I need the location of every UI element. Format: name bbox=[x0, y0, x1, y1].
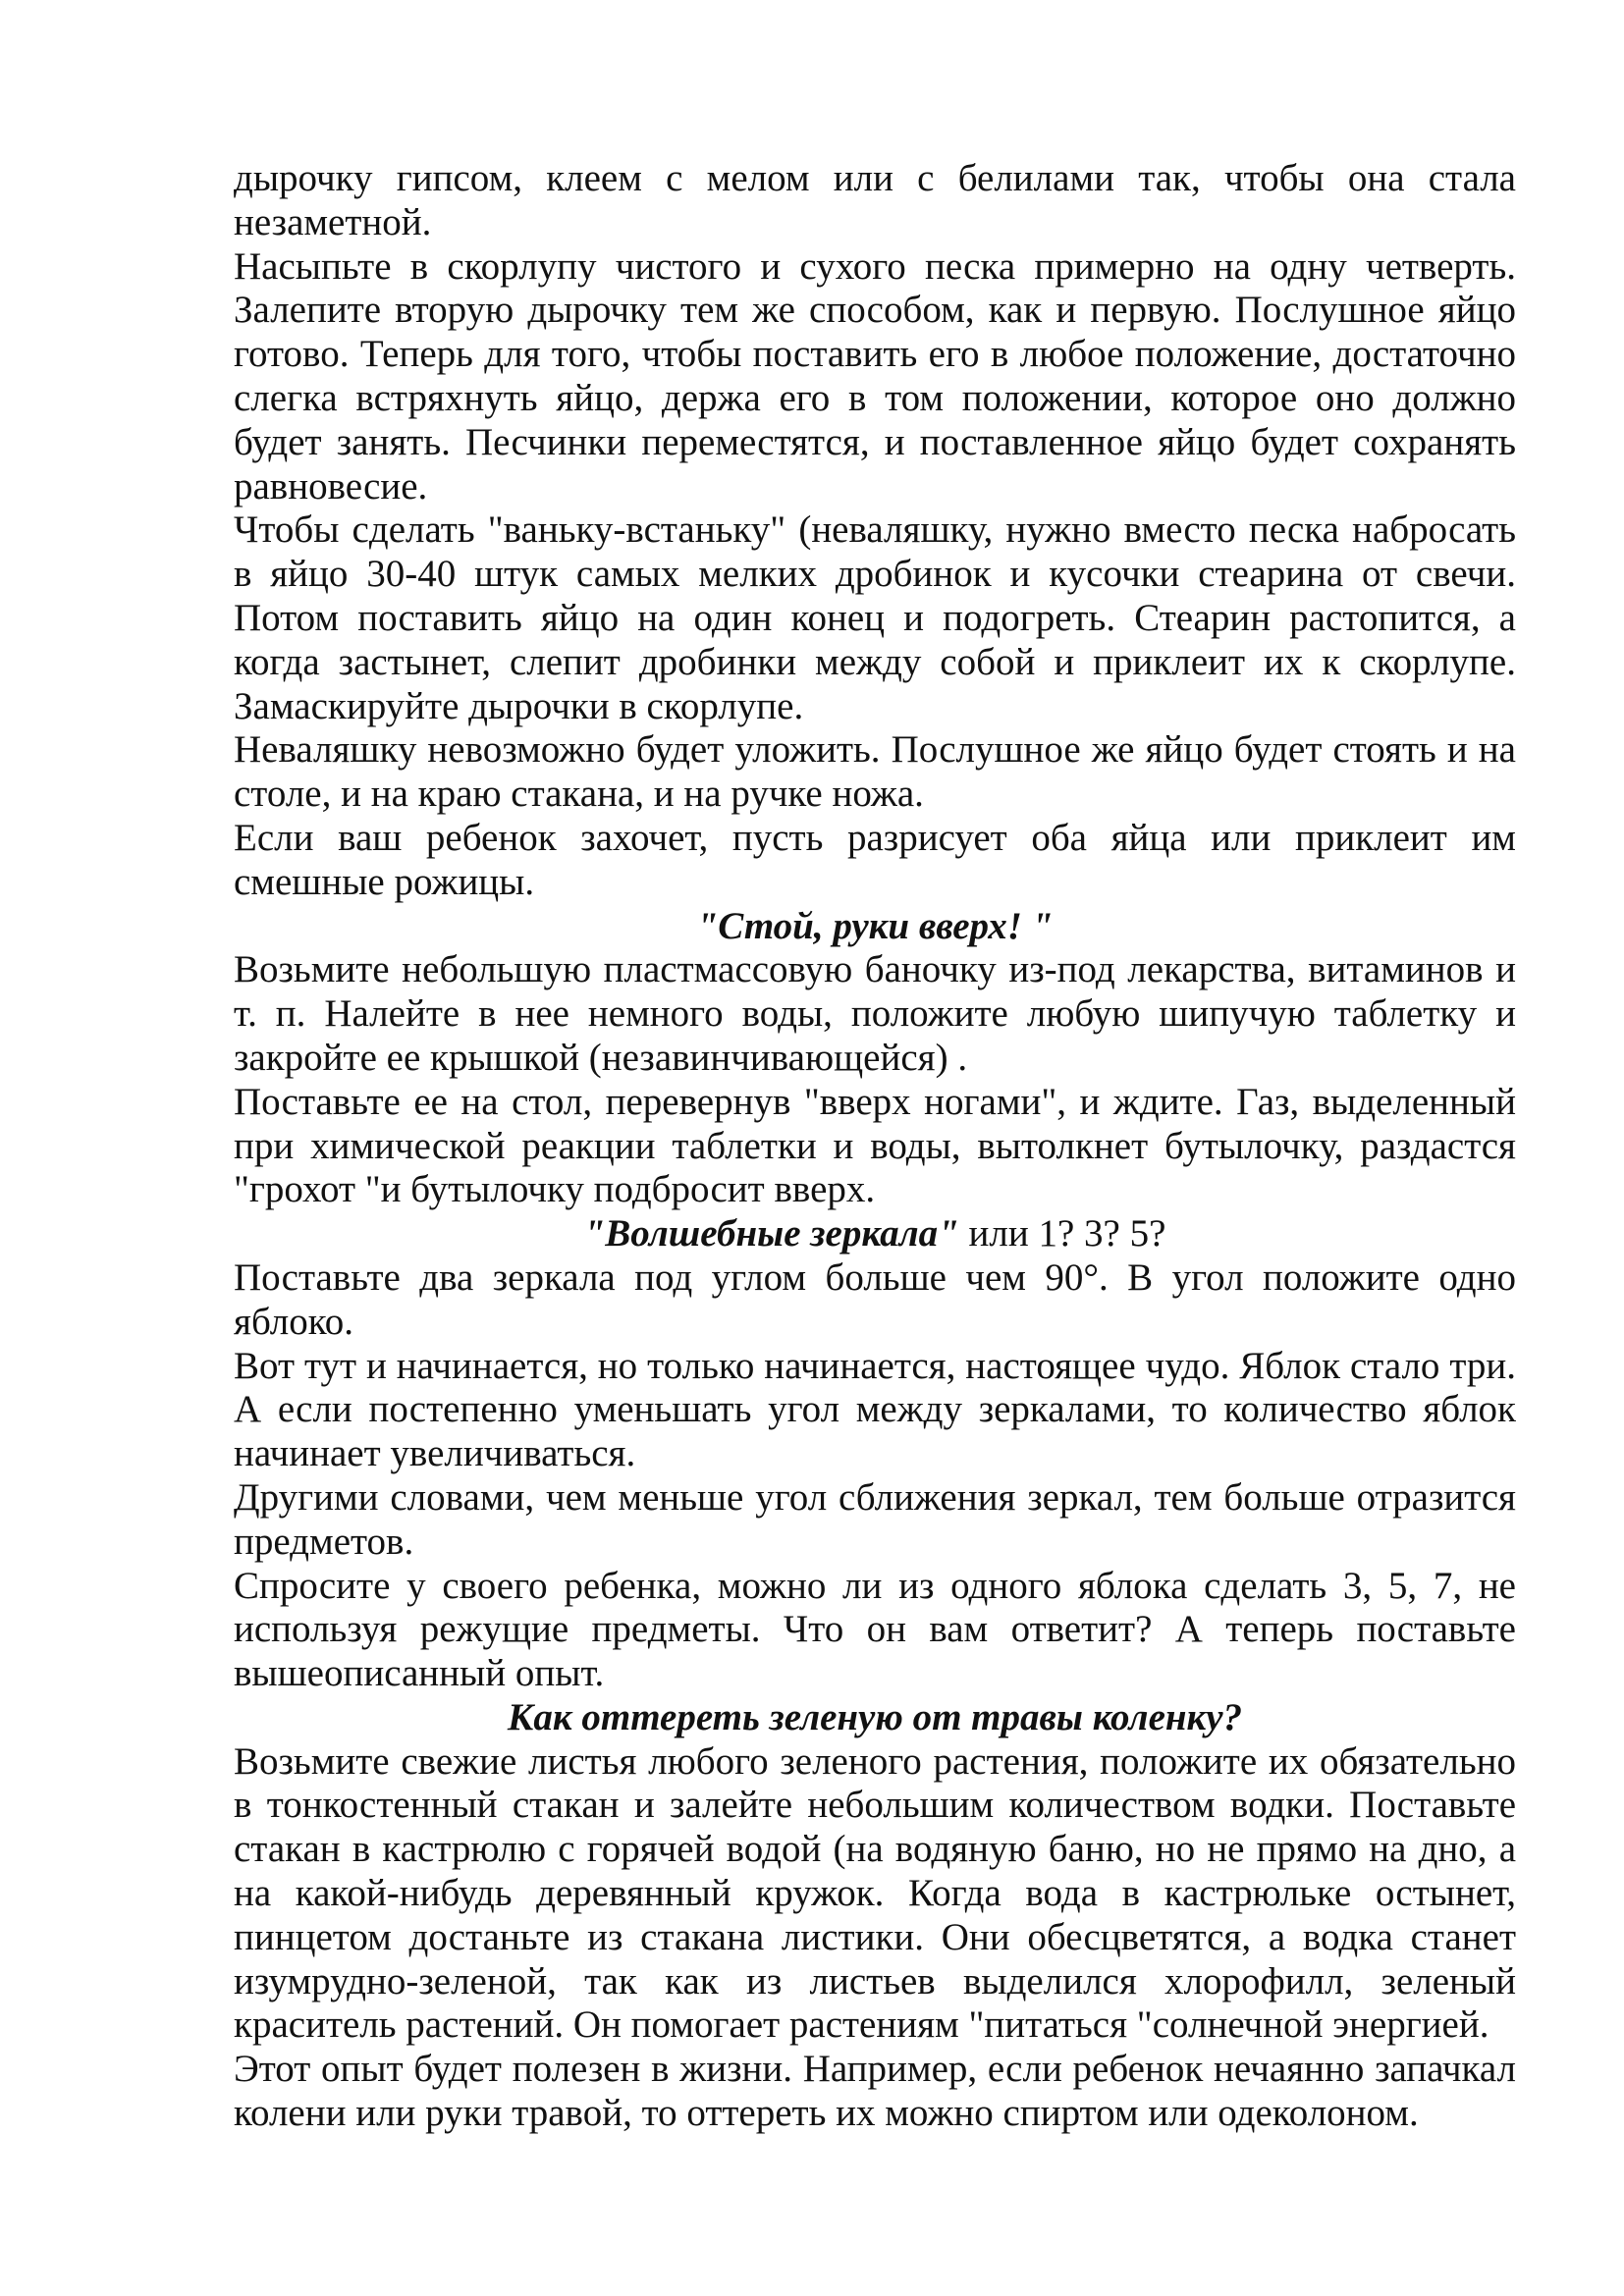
paragraph: Возьмите свежие листья любого зеленого растения, положите их обязательно в тонкостенный стакан и залейте небольшим количеством водки. Поставьте стакан в кастрюлю с горячей водой (на водяную баню, но не прямо на дно, а на какой-нибудь деревянный кружок. Когда вода в кастрюльке остынет, пинцетом достаньте из стакана листики. Они обесцветятся, а водка станет изумрудно-зеленой, так как из листьев выделился хлорофилл, зеленый краситель растений. Он помогает растениям "питаться "солнечной энергией. bbox=[234, 1739, 1516, 2047]
paragraph: Насыпьте в скорлупу чистого и сухого песка примерно на одну четверть. Залепите вторую дырочку тем же способом, как и первую. Послушное яйцо готово. Теперь для того, чтобы поставить его в любое положение, достаточно слегка встряхнуть яйцо, держа его в том положении, которое оно должно будет занять. Песчинки переместятся, и поставленное яйцо будет сохранять равновесие. bbox=[234, 244, 1516, 507]
paragraph: Этот опыт будет полезен в жизни. Например, если ребенок нечаянно запачкал колени или руки травой, то оттереть их можно спиртом или одеколоном. bbox=[234, 2048, 1516, 2135]
paragraph: Возьмите небольшую пластмассовую баночку из-под лекарства, витаминов и т. п. Налейте в нее немного воды, положите любую шипучую таблетку и закройте ее крышкой (незавинчивающейся) . bbox=[234, 948, 1516, 1079]
paragraph: Вот тут и начинается, но только начинается, настоящее чудо. Яблок стало три. А если постепенно уменьшать угол между зеркалами, то количество яблок начинает увеличиваться. bbox=[234, 1344, 1516, 1475]
paragraph: дырочку гипсом, клеем с мелом или с белилами так, чтобы она стала незаметной. bbox=[234, 157, 1516, 243]
heading-suffix: или 1? 3? 5? bbox=[958, 1212, 1166, 1255]
heading-title: "Волшебные зеркала" bbox=[583, 1212, 959, 1255]
document-page bbox=[234, 157, 1516, 2136]
paragraph: Спросите у своего ребенка, можно ли из одного яблока сделать 3, 5, 7, не используя режущие предметы. Что он вам ответит? А теперь поставьте вышеописанный опыт. bbox=[234, 1564, 1516, 1695]
paragraph: Другими словами, чем меньше угол сближения зеркал, тем больше отразится предметов. bbox=[234, 1475, 1516, 1563]
paragraph: Если ваш ребенок захочет, пусть разрисует оба яйца или приклеит им смешные рожицы. bbox=[234, 816, 1516, 903]
paragraph: Поставьте ее на стол, перевернув "вверх ногами", и ждите. Газ, выделенный при химической реакции таблетки и воды, вытолкнет бутылочку, раздастся "грохот "и бутылочку подбросит вверх. bbox=[234, 1080, 1516, 1211]
section-heading bbox=[234, 1212, 1516, 1256]
section-heading bbox=[234, 1696, 1516, 1740]
section-heading bbox=[234, 905, 1516, 949]
heading-title: "Стой, руки вверх! " bbox=[696, 904, 1054, 947]
paragraph: Чтобы сделать "ваньку-встаньку" (неваляшку, нужно вместо песка набросать в яйцо 30-40 штук самых мелких дробинок и кусочки стеарина от свечи. Потом поставить яйцо на один конец и подогреть. Стеарин растопится, а когда застынет, слепит дробинки между собой и приклеит их к скорлупе. Замаскируйте дырочки в скорлупе. bbox=[234, 508, 1516, 727]
heading-title: Как оттереть зеленую от травы коленку? bbox=[507, 1695, 1243, 1738]
paragraph: Неваляшку невозможно будет уложить. Послушное же яйцо будет стоять и на столе, и на краю стакана, и на ручке ножа. bbox=[234, 728, 1516, 816]
paragraph: Поставьте два зеркала под углом больше чем 90°. В угол положите одно яблоко. bbox=[234, 1255, 1516, 1343]
